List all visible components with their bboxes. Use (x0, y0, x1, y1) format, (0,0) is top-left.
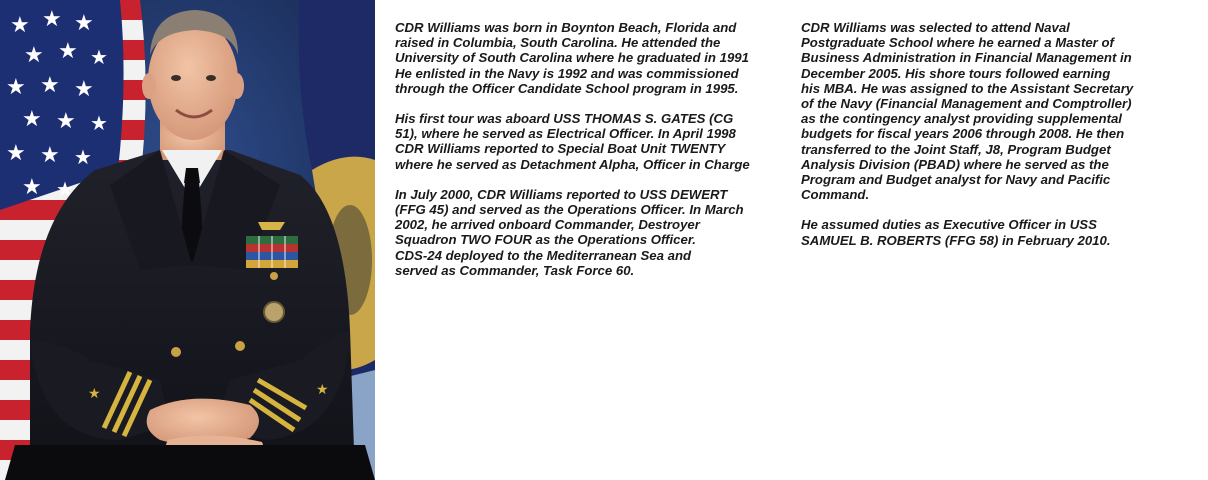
svg-text:★: ★ (90, 45, 108, 69)
text-line: His first tour was aboard USS THOMAS S. GATES (CG (395, 111, 734, 127)
text-line: SAMUEL B. ROBERTS (FFG 58) in February 2010. (801, 232, 1111, 248)
bio-paragraph-education-shore (801, 20, 1171, 202)
text-line: Postgraduate School where he earned a Master of (801, 35, 1114, 51)
text-line: 2002, he arrived onboard Commander, Destroyer (395, 217, 700, 233)
text-line: CDR Williams reported to Special Boat Unit TWENTY (395, 141, 726, 157)
biography-right-column (801, 20, 1171, 263)
text-line: transferred to the Joint Staff, J8, Program Budget (801, 141, 1111, 157)
text-line: raised in Columbia, South Carolina. He attended the (395, 35, 721, 51)
text-line: CDR Williams was born in Boynton Beach, Florida and (395, 20, 737, 35)
biography-left-column (395, 20, 787, 293)
text-line: served as Commander, Task Force 60. (395, 262, 635, 278)
text-line: CDS-24 deployed to the Mediterranean Sea and (395, 247, 692, 263)
text-line: of the Navy (Financial Management and Comptroller) (801, 96, 1132, 112)
text-line: where he served as Detachment Alpha, Officer in Charge (395, 156, 750, 172)
portrait-illustration (0, 0, 375, 480)
bio-paragraph-first-tour (395, 111, 787, 172)
text-line: Squadron TWO FOUR as the Operations Officer. (395, 232, 696, 248)
text-line: as the contingency analyst providing supplemental (801, 111, 1122, 127)
text-line: Business Administration in Financial Management in (801, 50, 1132, 66)
svg-text:★: ★ (22, 107, 42, 132)
text-line: University of South Carolina where he graduated in 1991 (395, 50, 749, 66)
svg-text:★: ★ (6, 75, 26, 100)
text-line: In July 2000, CDR Williams reported to USS DEWERT (395, 186, 728, 202)
svg-text:★: ★ (22, 175, 42, 200)
svg-text:★: ★ (40, 73, 60, 98)
svg-text:★: ★ (56, 109, 76, 134)
svg-text:★: ★ (58, 39, 78, 64)
svg-text:★: ★ (316, 382, 329, 398)
svg-text:★: ★ (10, 13, 30, 38)
text-line: December 2005. His shore tours followed earning (801, 65, 1111, 81)
text-line: (FFG 45) and served as the Operations Officer. In March (395, 202, 744, 218)
text-line: his MBA. He was assigned to the Assistant Secretary (801, 80, 1134, 96)
text-line: budgets for fiscal years 2006 through 2008. He then (801, 126, 1125, 142)
svg-text:★: ★ (40, 143, 60, 168)
svg-text:★: ★ (74, 145, 92, 169)
svg-text:★: ★ (74, 77, 94, 102)
bio-paragraph-dewert (395, 187, 787, 278)
text-line: He assumed duties as Executive Officer in USS (801, 217, 1097, 233)
text-line: Program and Budget analyst for Navy and Pacific (801, 172, 1111, 188)
text-line: Analysis Division (PBAD) where he served as the (801, 156, 1109, 172)
text-line: 51), where he served as Electrical Officer. In April 1998 (395, 126, 736, 142)
bio-paragraph-early-life (395, 20, 787, 96)
text-line: through the Officer Candidate School program in 1995. (395, 80, 739, 96)
text-line: CDR Williams was selected to attend Naval (801, 20, 1070, 35)
svg-text:★: ★ (6, 141, 26, 166)
svg-text:★: ★ (88, 386, 101, 402)
officer-portrait (0, 0, 375, 480)
text-line: Command. (801, 187, 870, 203)
svg-text:★: ★ (42, 7, 62, 32)
svg-text:★: ★ (74, 11, 94, 36)
bio-paragraph-current-duty (801, 217, 1171, 247)
svg-text:★: ★ (24, 43, 44, 68)
svg-text:★: ★ (90, 111, 108, 135)
svg-text:★: ★ (56, 177, 74, 201)
text-line: He enlisted in the Navy is 1992 and was commissioned (395, 65, 739, 81)
